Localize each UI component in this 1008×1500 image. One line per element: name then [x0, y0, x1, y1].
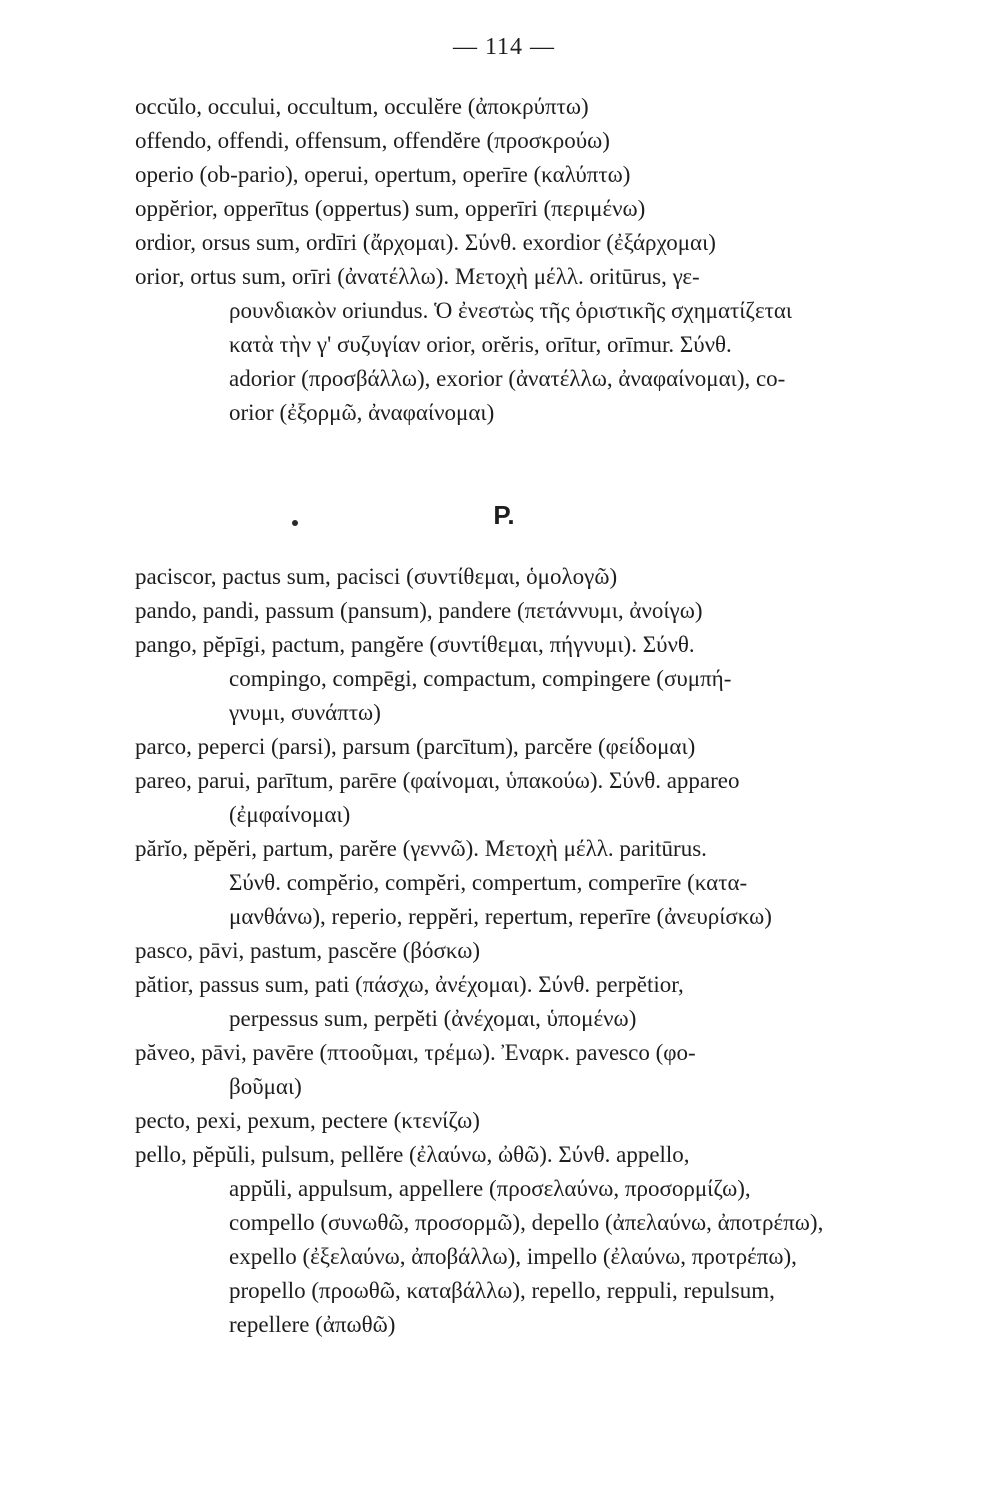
entry-line: pasco, pāvi, pastum, pascĕre (βόσκω)	[135, 938, 481, 963]
entry-line: occŭlo, occului, occultum, occulĕre (ἀποκρύπτω)	[135, 94, 589, 119]
entry-line: pătior, passus sum, pati (πάσχω, ἀνέχομαι). Σύνθ. perpĕtior,	[135, 972, 684, 997]
entry-line: orior (ἐξορμῶ, ἀναφαίνομαι)	[229, 400, 495, 425]
entry-line: βοῦμαι)	[229, 1074, 302, 1099]
entry-line: μανθάνω), reperio, reppĕri, repertum, reperīre (ἀνευρίσκω)	[229, 904, 772, 929]
entry-line: repellere (ἀπωθῶ)	[229, 1312, 396, 1337]
entry-line: compello (συνωθῶ, προσορμῶ), depello (ἀπελαύνω, ἀποτρέπω),	[229, 1210, 824, 1235]
section-heading: P.	[493, 500, 515, 530]
entries-p	[135, 560, 965, 1342]
entry-line: pareo, parui, parītum, parēre (φαίνομαι, ὑπακούω). Σύνθ. appareo	[135, 768, 740, 793]
entry-line: ordior, orsus sum, ordīri (ἄρχομαι). Σύνθ. exordior (ἐξάρχομαι)	[135, 230, 716, 255]
entry-line: adorior (προσβάλλω), exorior (ἀνατέλλω, ἀναφαίνομαι), co-	[229, 366, 786, 391]
entry-line: appŭli, appulsum, appellere (προσελαύνω, προσορμίζω),	[229, 1176, 751, 1201]
entry-line: operio (ob-pario), operui, opertum, operīre (καλύπτω)	[135, 162, 631, 187]
entry-line: κατὰ τὴν γ' συζυγίαν orior, orĕris, orītur, orīmur. Σύνθ.	[229, 332, 732, 357]
entries-o	[135, 90, 965, 430]
entry-line: oppĕrior, opperītus (oppertus) sum, opperīri (περιμένω)	[135, 196, 646, 221]
entry-line: offendo, offendi, offensum, offendĕre (προσκρούω)	[135, 128, 610, 153]
entry-line: paciscor, pactus sum, pacisci (συντίθεμαι, ὁμολογῶ)	[135, 564, 618, 589]
page-number: — 114 —	[452, 34, 556, 60]
entry-line: orior, ortus sum, orīri (ἀνατέλλω). Μετοχὴ μέλλ. oritūrus, γε-	[135, 264, 700, 289]
entry-line: pando, pandi, passum (pansum), pandere (πετάννυμι, ἀνοίγω)	[135, 598, 703, 623]
entry-line: perpessus sum, perpĕti (ἀνέχομαι, ὑπομένω)	[229, 1006, 637, 1031]
entry-line: parco, peperci (parsi), parsum (parcītum), parcĕre (φείδομαι)	[135, 734, 696, 759]
entry-line: γνυμι, συνάπτω)	[229, 700, 381, 725]
entry-line: pango, pĕpīgi, pactum, pangĕre (συντίθεμαι, πήγνυμι). Σύνθ.	[135, 632, 695, 657]
entry-line: (ἐμφαίνομαι)	[229, 802, 351, 827]
entry-line: propello (προωθῶ, καταβάλλω), repello, reppuli, repulsum,	[229, 1278, 775, 1303]
entry-line: expello (ἐξελαύνω, ἀποβάλλω), impello (ἐλαύνω, προτρέπω),	[229, 1244, 797, 1269]
entry-line: ρουνδιακὸν oriundus. Ὁ ἐνεστὼς τῆς ὁριστικῆς σχηματίζεται	[229, 298, 793, 323]
entry-line: pello, pĕpŭli, pulsum, pellĕre (ἐλαύνω, ὠθῶ). Σύνθ. appello,	[135, 1142, 690, 1167]
entry-line: compingo, compēgi, compactum, compingere (συμπή-	[229, 666, 732, 691]
entry-line: Σύνθ. compĕrio, compĕri, compertum, comperīre (κατα-	[229, 870, 748, 895]
entry-line: părĭo, pĕpĕri, partum, parĕre (γεννῶ). Μετοχὴ μέλλ. paritūrus.	[135, 836, 707, 861]
entry-line: păveo, pāvi, pavēre (πτοοῦμαι, τρέμω). Ἐναρκ. pavesco (φο-	[135, 1040, 696, 1065]
entry-line: pecto, pexi, pexum, pectere (κτενίζω)	[135, 1108, 480, 1133]
